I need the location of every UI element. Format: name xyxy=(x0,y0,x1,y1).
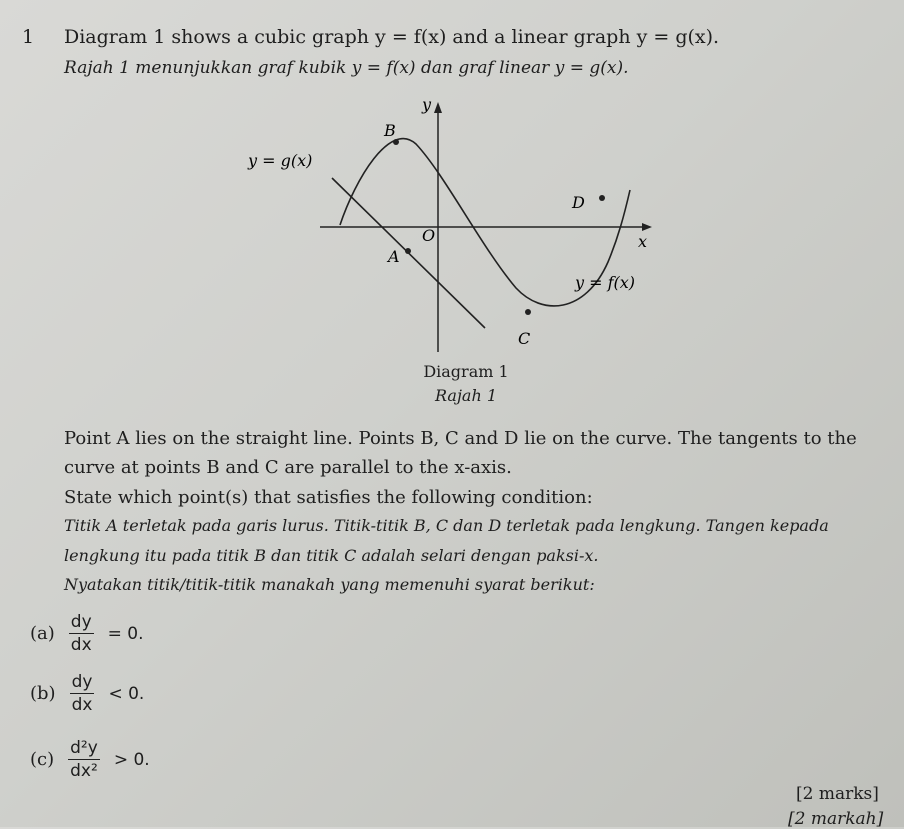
body-ms-line-3: Nyatakan titik/titik-titik manakah yang memenuhi syarat berikut: xyxy=(64,575,595,594)
part-c xyxy=(30,738,150,781)
body-en-line-2: curve at points B and C are parallel to the x-axis. xyxy=(64,457,512,478)
second-derivative-fraction xyxy=(68,738,100,781)
label-a: A xyxy=(388,247,400,266)
intro-english: Diagram 1 shows a cubic graph y = f(x) and a linear graph y = g(x). xyxy=(64,26,720,48)
marks-ms: [2 markah] xyxy=(788,809,884,829)
x-axis-arrow xyxy=(642,223,652,231)
fraction-denominator: dx xyxy=(71,695,93,715)
part-b-condition: < 0. xyxy=(108,683,145,704)
label-f: y = f(x) xyxy=(575,273,636,292)
marks-en: [2 marks] xyxy=(796,784,879,804)
part-a xyxy=(30,612,144,655)
point-d xyxy=(599,195,605,201)
fraction-numerator: dy xyxy=(71,672,93,692)
question-number: 1 xyxy=(22,26,35,48)
body-ms-line-1: Titik A terletak pada garis lurus. Titik-titik B, C dan D terletak pada lengkung. Tangen kepada xyxy=(64,516,829,535)
body-ms-line-2: lengkung itu pada titik B dan titik C adalah selari dengan paksi-x. xyxy=(64,546,599,565)
body-en-line-1: Point A lies on the straight line. Points B, C and D lie on the curve. The tangents to the xyxy=(64,428,857,449)
label-g: y = g(x) xyxy=(248,151,313,170)
fraction-denominator: dx xyxy=(70,635,92,655)
derivative-fraction xyxy=(70,672,95,715)
diagram-caption-ms: Rajah 1 xyxy=(434,386,498,405)
point-a xyxy=(405,248,411,254)
y-axis-label: y xyxy=(422,95,432,114)
part-a-label: (a) xyxy=(30,623,55,644)
part-c-condition: > 0. xyxy=(113,749,150,770)
part-a-condition: = 0. xyxy=(107,623,144,644)
label-c: C xyxy=(518,329,531,348)
body-en-line-3: State which point(s) that satisfies the following condition: xyxy=(64,487,593,508)
label-origin: O xyxy=(422,226,436,245)
x-axis-label: x xyxy=(638,232,648,251)
derivative-fraction xyxy=(69,612,94,655)
intro-malay: Rajah 1 menunjukkan graf kubik y = f(x) dan graf linear y = g(x). xyxy=(64,58,629,78)
fraction-numerator: dy xyxy=(70,612,92,632)
part-b-label: (b) xyxy=(30,683,56,704)
diagram-caption-en: Diagram 1 xyxy=(423,362,509,381)
label-d: D xyxy=(572,193,585,212)
y-axis-arrow xyxy=(434,102,442,113)
point-c xyxy=(525,309,531,315)
part-c-label: (c) xyxy=(30,749,55,770)
fraction-numerator: d²y xyxy=(70,738,98,758)
part-b xyxy=(30,672,144,715)
fraction-denominator: dx² xyxy=(70,761,98,781)
label-b: B xyxy=(384,121,396,140)
diagram-1 xyxy=(220,90,670,370)
